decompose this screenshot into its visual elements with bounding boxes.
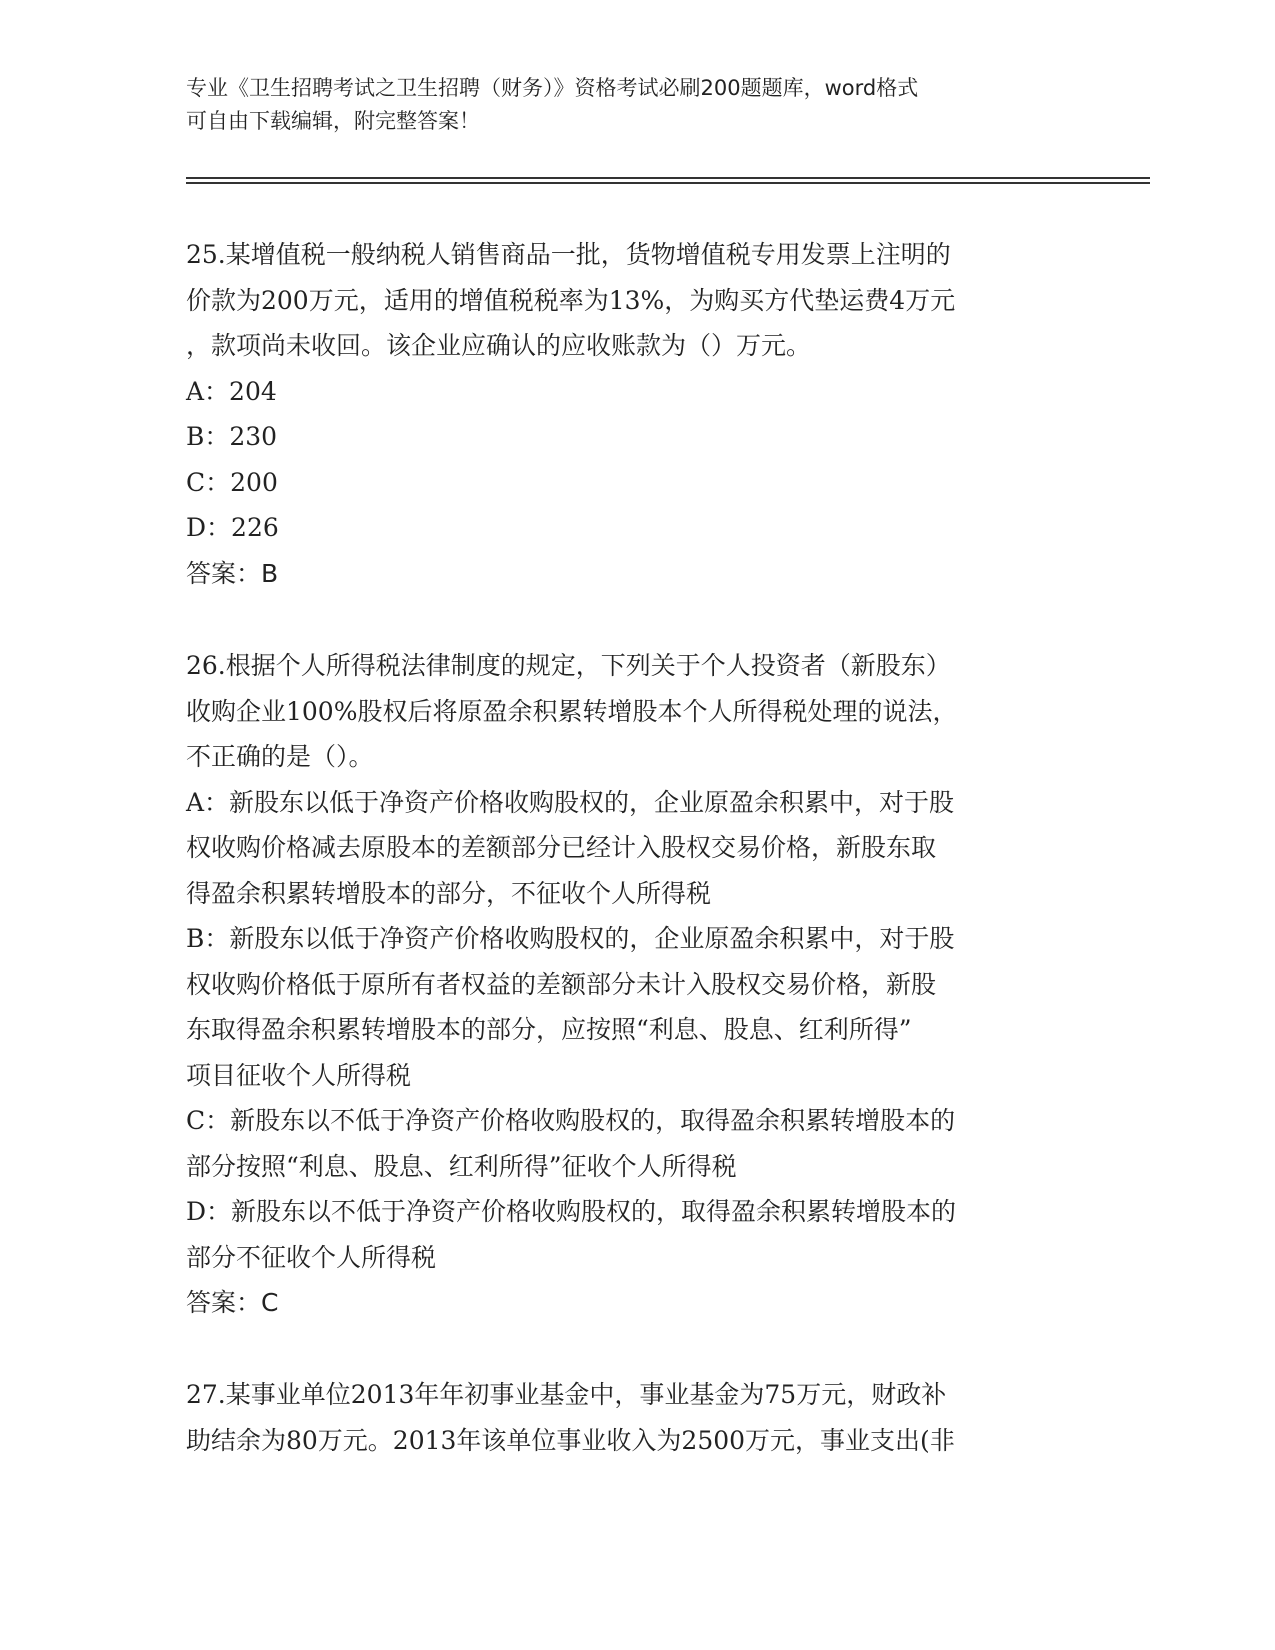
stem-line: 收购企业100%股权后将原盈余积累转增股本个人所得税处理的说法，: [186, 696, 958, 726]
option-d: [186, 1189, 1086, 1280]
header-line: 专业《卫生招聘考试之卫生招聘（财务）》资格考试必刷200题题库，word格式: [186, 76, 919, 100]
header-divider: [186, 177, 1150, 179]
answer-line: 答案：C: [186, 1288, 279, 1317]
option-line: B：新股东以低于净资产价格收购股权的，企业原盈余积累中，对于股: [186, 924, 955, 953]
question-stem: [186, 232, 1086, 369]
stem-line: 助结余为80万元。2013年该单位事业收入为2500万元，事业支出(非: [186, 1425, 955, 1455]
option-line: C：200: [186, 467, 278, 497]
option-line: A：新股东以低于净资产价格收购股权的，企业原盈余积累中，对于股: [186, 787, 955, 817]
stem-line: 26.根据个人所得税法律制度的规定，下列关于个人投资者（新股东）: [186, 651, 951, 680]
question-26: [186, 643, 1086, 1326]
stem-line: 27.某事业单位2013年年初事业基金中，事业基金为75万元，财政补: [186, 1380, 947, 1409]
header-line: 可自由下载编辑，附完整答案！: [186, 109, 480, 133]
option-line: 得盈余积累转增股本的部分，不征收个人所得税: [186, 878, 712, 908]
stem-line: ，款项尚未收回。该企业应确认的应收账款为（）万元。: [186, 331, 812, 360]
option-line: D：226: [186, 513, 279, 542]
option-line: C：新股东以不低于净资产价格收购股权的，取得盈余积累转增股本的: [186, 1106, 956, 1135]
option-line: 权收购价格低于原所有者权益的差额部分未计入股权交易价格，新股: [186, 969, 937, 999]
option-line: 部分按照“利息、股息、红利所得”征收个人所得税: [186, 1151, 737, 1181]
option-line: 东取得盈余积累转增股本的部分，应按照“利息、股息、红利所得”: [186, 1015, 912, 1044]
option-c: [186, 1098, 1086, 1189]
option-a: [186, 369, 1086, 415]
question-25: [186, 232, 1086, 596]
question-stem: [186, 1372, 1086, 1463]
option-b: [186, 916, 1086, 1098]
option-a: [186, 780, 1086, 917]
document-header: [186, 72, 1066, 138]
option-line: 权收购价格减去原股本的差额部分已经计入股权交易价格，新股东取: [186, 833, 937, 862]
option-line: D：新股东以不低于净资产价格收购股权的，取得盈余积累转增股本的: [186, 1197, 957, 1226]
option-line: 部分不征收个人所得税: [186, 1242, 437, 1272]
answer-line: 答案：B: [186, 558, 279, 588]
question-27: [186, 1372, 1086, 1463]
option-b: [186, 414, 1086, 460]
option-line: B：230: [186, 422, 278, 451]
stem-line: 不正确的是（）。: [186, 742, 374, 771]
question-stem: [186, 643, 1086, 780]
option-line: A：204: [186, 376, 277, 406]
header-divider: [186, 182, 1150, 184]
stem-line: 25.某增值税一般纳税人销售商品一批，货物增值税专用发票上注明的: [186, 240, 951, 269]
option-d: [186, 505, 1086, 551]
option-line: 项目征收个人所得税: [186, 1060, 412, 1090]
stem-line: 价款为200万元，适用的增值税税率为13%，为购买方代垫运费4万元: [186, 285, 956, 315]
option-c: [186, 460, 1086, 506]
